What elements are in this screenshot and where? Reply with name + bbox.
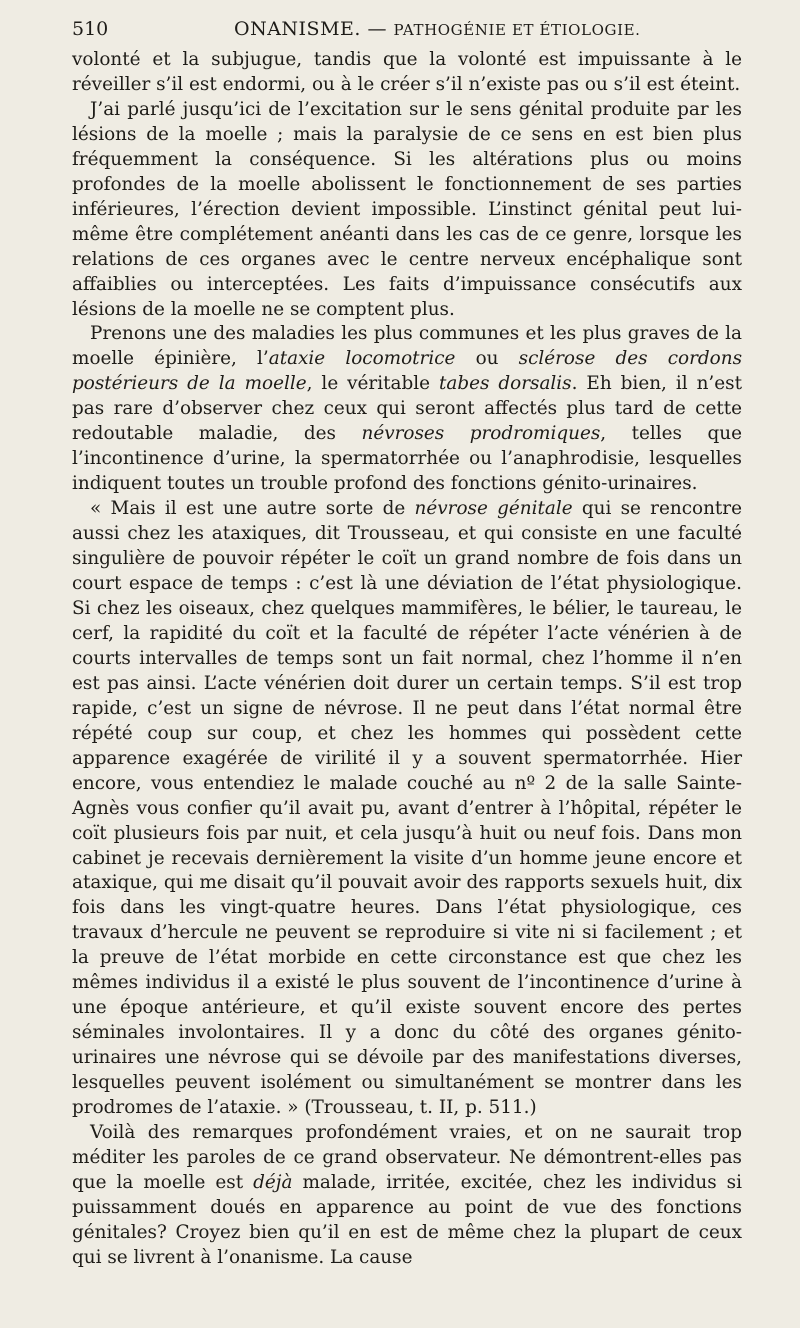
paragraph [72,48,742,98]
header-title: ONANISME. [234,18,361,40]
body-text [72,48,742,1271]
italic-text: névrose génitale [414,498,573,520]
text-run: Prenons une des maladies les plus communes et les plus graves de la moelle épinière, l’ [72,323,742,370]
italic-text: névroses prodromiques [361,423,601,445]
italic-text: sclérose des cordons postérieurs de la moelle [72,348,743,395]
text-run: ou [455,348,519,370]
text-run: « Mais il est une autre sorte de [90,498,415,520]
paragraph [72,98,742,323]
text-run: , le véritable [306,373,439,395]
header-subtitle: PATHOGÉNIE ET ÉTIOLOGIE. [393,21,641,39]
paragraph [72,322,742,497]
italic-text: ataxie locomotrice [268,348,456,370]
text-run: malade, irritée, excitée, chez les individus si puissamment doués en apparence au point de vue des fonctions génitales? Croyez bien qu’il en est de même chez la plupart de ceux qui se livrent à l’onanisme. La cause [72,1171,742,1268]
text-run: Voilà des remarques profondément vraies, et on ne saurait trop méditer les paroles de ce grand observateur. Ne démontrent-elles pas que la moelle est [72,1121,742,1193]
paragraph [72,497,742,1121]
header-separator: — [367,18,387,40]
italic-text: déjà [253,1171,293,1193]
page-number: 510 [72,18,109,40]
text-run: , telles que l’incontinence d’urine, la spermatorrhée ou l’anaphrodisie, lesquelles indiquent toutes un trouble profond des fonctions génito-urinaires. [72,423,742,495]
text-run: qui se rencontre aussi chez les ataxiques, dit Trousseau, et qui consiste en une faculté singulière de pouvoir répéter le coït un grand nombre de fois dans un court espace de temps : c’est là une déviation de l’état physiologique. Si chez les oiseaux, chez quelques mammifères, le bélier, le taureau, le cerf, la rapidité du coït et la faculté de répéter l’acte vénérien à de courts intervalles de temps sont un fait normal, chez l’homme il n’en est pas ainsi. L’acte vénérien doit durer un certain temps. S’il est trop rapide, c’est un signe de névrose. Il ne peut dans l’état normal être répété coup sur coup, et chez les hommes qui possèdent cette apparence exagérée de virilité il y a souvent spermatorrhée. Hier encore, vous entendiez le malade couché au nº 2 de la salle Sainte-Agnès vous confier qu’il avait pu, avant d’entrer à l’hôpital, répéter le coït plusieurs fois par nuit, et cela jusqu’à huit ou neuf fois. Dans mon cabinet je recevais dernièrement la visite d’un homme jeune encore et ataxique, qui me disait qu’il pouvait avoir des rapports sexuels huit, dix fois dans les vingt-quatre heures. Dans l’état physiologique, ces travaux d’hercule ne peuvent se reproduire si vite ni si facilement ; et la preuve de l’état morbide en cette circonstance est que chez les mêmes individus il a existé le plus souvent de l’incontinence d’urine à une époque antérieure, et qu’il existe souvent encore des pertes séminales involontaires. Il y a donc du côté des organes génito-urinaires une névrose qui se dévoile par des manifestations diverses, lesquelles peuvent isolément ou simultanément se montrer dans les prodromes de l’ataxie. » (Trousseau, t. II, p. 511.) [72,498,742,1119]
italic-text: tabes dorsalis [438,373,572,395]
paragraph [72,1121,742,1271]
text-run: J’ai parlé jusqu’ici de l’excitation sur le sens génital produite par les lésions de la moelle ; mais la paralysie de ce sens en est bien plus fréquemment la conséquence. Si les altérations plus ou moins profondes de la moelle abolissent le fonctionnement de ses parties inférieures, l’érection devient impossible. L’instinct génital peut lui-même être complétement anéanti dans les cas de ce genre, lorsque les relations de ces organes avec le centre nerveux encéphalique sont affaiblies ou interceptées. Les faits d’impuissance consécutifs aux lésions de la moelle ne se comptent plus. [72,98,742,320]
running-title [234,18,641,40]
text-run: volonté et la subjugue, tandis que la volonté est impuissante à le réveiller s’il est endormi, ou à le créer s’il n’existe pas ou s’il est éteint. [72,49,742,95]
text-run: . Eh bien, il n’est pas rare d’observer chez ceux qui seront affectés plus tard de cette redoutable maladie, des [72,373,742,445]
running-header [72,18,742,44]
